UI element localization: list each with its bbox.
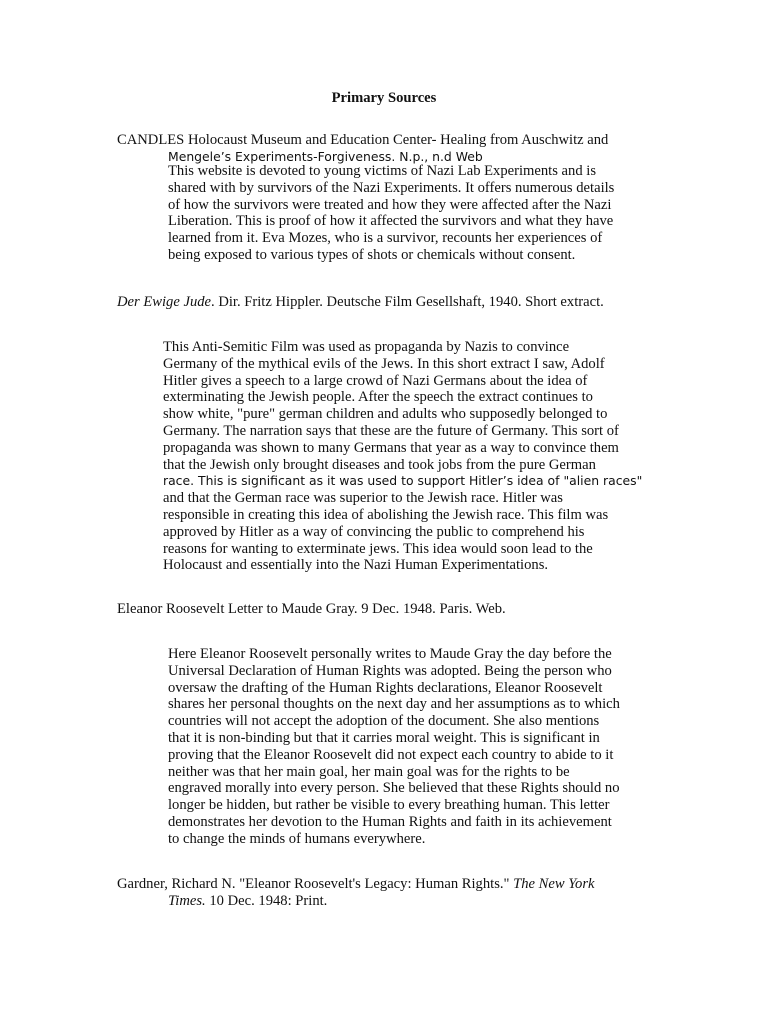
annotation-line: exterminating the Jewish people. After the speech the extract continues to [163,389,593,406]
citation-line: CANDLES Holocaust Museum and Education Center- Healing from Auschwitz and [117,132,609,148]
page-title: Primary Sources [331,90,437,106]
annotation-line: that it is non-binding but that it carries moral weight. This is significant in [168,729,600,746]
annotation-line: Universal Declaration of Human Rights was adopted. Being the person who [168,662,612,679]
annotation-line: Germany. The narration says that these are the future of Germany. This sort of [163,422,619,439]
annotation-line: oversaw the drafting of the Human Rights declarations, Eleanor Roosevelt [168,679,603,696]
annotation-line: show white, "pure" german children and adults who supposedly belonged to [163,406,608,423]
citation-line [117,294,647,311]
citation-title-italic: Der Ewige Jude [117,294,212,310]
citation-line [117,893,647,910]
annotation-line: that the Jewish only brought diseases and took jobs from the pure German [163,456,596,473]
annotation-line: countries will not accept the adoption of the document. She also mentions [168,713,600,730]
annotation-line: of how the survivors were treated and how they were affected after the Nazi [168,196,612,213]
annotation-line: proving that the Eleanor Roosevelt did not expect each country to abide to it [168,746,614,763]
annotation-line: and that the German race was superior to the Jewish race. Hitler was [163,490,563,507]
citation-roosevelt-letter [117,601,647,618]
annotation-roosevelt-letter [168,646,658,848]
annotation-line: Hitler gives a speech to a large crowd of Nazi Germans about the idea of [163,372,588,389]
annotation-line: race. This is significant as it was used to support Hitler’s idea of "alien races" [163,473,643,489]
annotation-line: learned from it. Eva Mozes, who is a survivor, recounts her experiences of [168,230,603,247]
annotation-candles [168,163,658,264]
citation-start: Gardner, Richard N. "Eleanor Roosevelt's Legacy: Human Rights." [117,876,514,892]
annotation-line: shared with by survivors of the Nazi Experiments. It offers numerous details [168,179,615,196]
annotation-line: approved by Hitler as a way of convincing the public to comprehend his [163,523,585,540]
citation-italic: Times. [168,892,206,909]
annotation-line: shares her personal thoughts on the next day and her assumptions as to which [168,696,620,713]
annotation-line: reasons for wanting to exterminate jews. This idea would soon lead to the [163,540,593,557]
citation-gardner [117,876,647,910]
annotation-line: to change the minds of humans everywhere. [168,830,426,847]
annotation-line: longer be hidden, but rather be visible to every breathing human. This letter [168,797,610,814]
annotation-line: responsible in creating this idea of abolishing the Jewish race. This film was [163,506,609,523]
citation-candles [117,132,647,166]
citation-line: Mengele’s Experiments-Forgiveness. N.p., n.d Web [168,148,483,164]
citation-rest: . Dir. Fritz Hippler. Deutsche Film Gesellshaft, 1940. Short extract. [211,294,604,310]
citation-end: 10 Dec. 1948: Print. [205,892,328,909]
citation-line [117,876,647,893]
citation-der-ewige-jude [117,294,647,311]
citation-italic: The New York [513,876,595,892]
annotation-line: neither was that her main goal, her main goal was for the rights to be [168,763,570,780]
annotation-line: Holocaust and essentially into the Nazi Human Experimentations. [163,557,549,574]
annotation-line: being exposed to various types of shots or chemicals without consent. [168,246,576,263]
annotation-line: This Anti-Semitic Film was used as propaganda by Nazis to convince [163,339,570,355]
annotation-line: This website is devoted to young victims of Nazi Lab Experiments and is [168,163,597,179]
annotation-line: engraved morally into every person. She believed that these Rights should no [168,780,620,797]
annotation-line: Germany of the mythical evils of the Jews. In this short extract I saw, Adolf [163,355,605,372]
annotation-der-ewige-jude [163,339,663,574]
annotation-line: Here Eleanor Roosevelt personally writes to Maude Gray the day before the [168,646,612,662]
annotation-line: demonstrates her devotion to the Human Rights and faith in its achievement [168,813,612,830]
annotation-line: propaganda was shown to many Germans that year as a way to convince them [163,439,619,456]
annotation-line: Liberation. This is proof of how it affected the survivors and what they have [168,213,614,230]
citation-line: Eleanor Roosevelt Letter to Maude Gray. 9 Dec. 1948. Paris. Web. [117,601,506,617]
